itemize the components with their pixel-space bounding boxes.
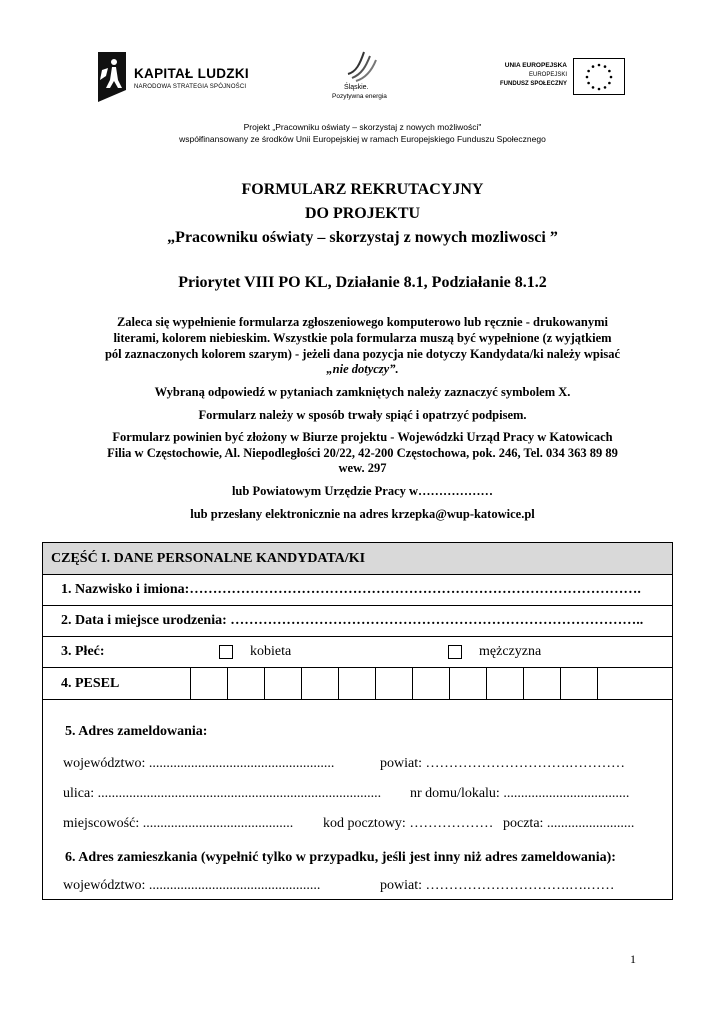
section-title: CZĘŚĆ I. DANE PERSONALNE KANDYDATA/KI [51,551,366,566]
form-title-line-1: FORMULARZ REKRUTACYJNY [241,181,484,198]
pesel-digit-cell[interactable] [264,668,301,699]
pesel-digit-cell[interactable] [338,668,375,699]
ue-line1: UNIA EUROPEJSKA [504,62,567,69]
nr-domu-field[interactable]: nr domu/lokalu: .................................... [410,786,630,801]
project-line-1: Projekt „Pracowniku oświaty – skorzystaj z nowych możliwości" [243,122,482,132]
sex-row [42,636,673,667]
checkbox-kobieta[interactable] [219,645,233,659]
kapital-ludzki-logo [92,50,272,106]
sex-label: 3. Płeć: [61,644,105,659]
instructions-p2: Wybraną odpowiedź w pytaniach zamkniętych należy zaznaczyć symbolem X. [154,385,571,399]
wojewodztwo2-field[interactable]: województwo: ................................................. [63,878,321,893]
poczta-field[interactable]: poczta: ......................... [503,816,635,831]
eu-logo [490,58,625,98]
birth-field[interactable]: 2. Data i miejsce urodzenia: …………………………………………………………………………….. [61,613,644,628]
pesel-digit-cell[interactable] [227,668,264,699]
pesel-digit-cell[interactable] [449,668,486,699]
project-line-2: współfinansowany ze środków Unii Europejskiej w ramach Europejskiego Funduszu Społecznego [179,134,546,144]
pesel-digit-cell[interactable] [190,668,227,699]
slaskie-icon [342,48,382,82]
slaskie-title: Śląskie. [344,84,369,91]
ulica-field[interactable]: ulica: ................................................................................. [63,786,382,801]
wojewodztwo-field[interactable]: województwo: ..................................................... [63,756,335,771]
instructions-p6: lub przesłany elektronicznie na adres krzepka@wup-katowice.pl [190,507,535,521]
mezczyzna-label: mężczyzna [479,644,542,659]
pesel-digit-cell[interactable] [412,668,449,699]
kod-pocztowy-field[interactable]: kod pocztowy: ……………… [323,816,494,831]
section-header-row [42,542,673,574]
checkbox-mezczyzna[interactable] [448,645,462,659]
pesel-row [42,667,673,699]
instructions-p1-line3: pól zaznaczonych kolorem szarym) - jeżeli dana pozycja nie dotyczy Kandydata/ki należy wpisać [104,347,620,361]
address-title: 5. Adres zameldowania: [65,724,208,739]
name-field[interactable]: 1. Nazwisko i imiona:……………………………………………………………………………………. [61,582,641,597]
pesel-digit-cell[interactable] [523,668,560,699]
miejscowosc-field[interactable]: miejscowość: ........................................... [63,816,294,831]
kl-subtitle: NARODOWA STRATEGIA SPÓJNOŚCI [134,84,247,90]
ue-line2: EUROPEJSKI [528,72,567,78]
page-number: 1 [630,952,636,966]
powiat2-field[interactable]: powiat: ………………………….….…… [380,878,615,893]
instructions-p3: Formularz należy w sposób trwały spiąć i opatrzyć podpisem. [198,408,527,422]
pesel-digit-cell[interactable] [301,668,338,699]
instructions-p5: lub Powiatowym Urzędzie Pracy w……………… [231,484,494,498]
instructions-p1-line4: „nie dotyczy”. [326,362,399,376]
slaskie-logo [326,48,406,104]
ue-line3: FUNDUSZ SPOŁECZNY [499,81,567,87]
pesel-label: 4. PESEL [61,676,120,691]
form-title-line-2: DO PROJEKTU [304,205,421,222]
residence-title: 6. Adres zamieszkania (wypełnić tylko w przypadku, jeśli jest inny niż adres zameldowania): [65,850,616,865]
instructions-p4-line1: Formularz powinien być złożony w Biurze projektu - Wojewódzki Urząd Pracy w Katowicach [112,430,613,444]
instructions-p4-line2: Filia w Częstochowie, Al. Niepodległości 20/22, 42-200 Częstochowa, pok. 246, Tel. 034 363 89 89 [107,446,618,460]
eu-flag-icon [573,58,625,95]
instructions-p1-line2: literami, kolorem niebieskim. Wszystkie pola formularza muszą być wypełnione (z wyjątkiem [113,331,612,345]
kl-title: KAPITAŁ LUDZKI [134,66,249,81]
name-row [42,574,673,605]
kobieta-label: kobieta [250,644,292,659]
instructions-p1-line1: Zaleca się wypełnienie formularza zgłoszeniowego komputerowo lub ręcznie - drukowanymi [116,315,609,329]
priority-line: Priorytet VIII PO KL, Działanie 8.1, Podziałanie 8.1.2 [178,274,547,291]
birth-row [42,605,673,636]
pesel-digit-cell[interactable] [486,668,523,699]
powiat-field[interactable]: powiat: ………………………….………… [380,756,625,771]
pesel-digit-cell[interactable] [375,668,412,699]
pesel-digit-cell[interactable] [560,668,598,699]
slaskie-subtitle: Pozytywna energia [332,93,387,100]
address-block [42,699,673,900]
instructions-p4-line3: wew. 297 [338,461,387,475]
kapital-ludzki-icon [92,50,130,104]
form-title-line-3: „Pracowniku oświaty – skorzystaj z nowych mozliwosci ” [167,229,558,246]
